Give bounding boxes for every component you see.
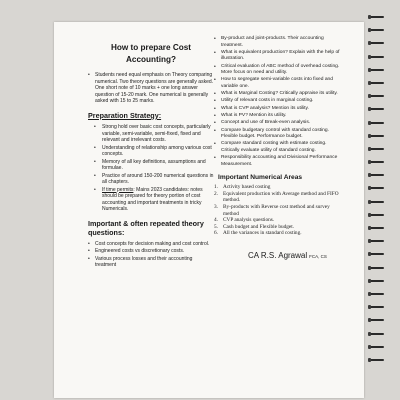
strategy-item: • Practice of around 150-200 numerical questions in all chapters. [94, 173, 214, 186]
binding-ring [366, 185, 392, 191]
theory-item: • What is equivalent production? Explain with the help of illustration. [214, 50, 344, 63]
binding-ring [366, 251, 392, 257]
strategy-item: • Understanding of relationship among various cost concepts. [94, 145, 214, 158]
binding-ring [366, 344, 392, 350]
strategy-item-permits [94, 187, 214, 213]
binding-ring [366, 80, 392, 86]
binding-ring [366, 212, 392, 218]
binding-ring [366, 172, 392, 178]
binding-ring [366, 159, 392, 165]
right-column [214, 36, 344, 260]
author-credentials: FCA, CS [309, 254, 327, 260]
theory-item: • What is Marginal Costing? Critically appraise its utility. [214, 91, 344, 98]
theory-item: • Responsibility accounting and Divisional Performance Measurement. [214, 155, 344, 168]
theory-item: • Utility of relevant costs in marginal costing. [214, 98, 344, 105]
numerical-item: 2. Equivalent production with Average method and FIFO method. [214, 190, 339, 204]
binding-ring [366, 40, 392, 46]
theory-question-list [214, 36, 344, 168]
binding-ring [366, 357, 392, 363]
intro-item: • Students need equal emphasis on Theory comparing numerical. Two theory questions are generally asked. One short note of 10 marks + one long answer question of 15-20 mark. One numerical is generally asked with 15 to 25 marks. [88, 72, 214, 105]
theory-item: • Concept and use of Break-even analysis. [214, 120, 344, 127]
binding-ring [366, 304, 392, 310]
repeated-item: • Various process losses and their accounting treatment [88, 256, 214, 269]
strategy-list [88, 124, 214, 213]
strategy-item: • Memory of all key definitions, assumptions and formulae. [94, 159, 214, 172]
intro-list [88, 72, 214, 105]
repeated-item: • Engineered costs vs discretionary costs. [88, 248, 214, 255]
binding-ring [366, 146, 392, 152]
strategy-heading: Preparation Strategy: [88, 110, 162, 120]
permits-text: : Mains 2023 candidates: notes should be prepared for theory portion of cost accounting and important treatments in tricky Numericals. [102, 186, 203, 213]
document-page [54, 22, 364, 398]
numerical-item: 5. Cash budget and Flexible budget. [214, 223, 295, 230]
repeated-heading: Important & often repeated theory questions: [88, 218, 204, 237]
theory-item: • Compare budgetary control with standard costing. Flexible budget. Performance budget. [214, 128, 344, 141]
theory-item: • How to segregate semi-variable costs into fixed and variable one. [214, 77, 344, 90]
binding-ring [366, 120, 392, 126]
numerical-item: 3. By-products with Reverse cost method and survey method [214, 204, 330, 217]
binding-ring [366, 67, 392, 73]
binding-ring [366, 93, 392, 99]
binding-ring [366, 106, 392, 112]
binding-ring [366, 225, 392, 231]
repeated-list [88, 241, 214, 269]
theory-item: • By-product and joint-products. Their accounting treatment. [214, 36, 344, 49]
author-signature [248, 251, 344, 260]
binding-ring [366, 14, 392, 20]
strategy-item: • Strong hold over basic cost concepts, particularly variable, semi-variable, semi-fixed, fixed and relevant and irrelevant costs. [94, 124, 214, 144]
repeated-item: • Cost concepts for decision making and cost control. [88, 241, 214, 248]
numerical-item: 4. CVP analysis questions. [214, 217, 275, 224]
numerical-heading: Important Numerical Areas [218, 174, 303, 182]
theory-item: • What is PV? Mention its utility. [214, 113, 344, 120]
binding-ring [366, 133, 392, 139]
numerical-item: 1. Activity based costing [214, 184, 271, 191]
permits-label: If time permits [102, 186, 134, 193]
binding-ring [366, 265, 392, 271]
numerical-item: 6. All the variances in standard costing. [214, 230, 302, 237]
binding-ring [366, 331, 392, 337]
binding-ring [366, 317, 392, 323]
binding-ring [366, 54, 392, 60]
author-name: CA R.S. Agrawal [248, 251, 308, 261]
binding-ring [366, 27, 392, 33]
theory-item: • Critical evaluation of ABC method of overhead costing. More focus on need and utility. [214, 64, 344, 77]
binding-ring [366, 238, 392, 244]
numerical-list [214, 184, 344, 237]
page-title: How to prepare Cost Accounting? [110, 43, 192, 64]
spiral-binding [366, 14, 392, 370]
binding-ring [366, 278, 392, 284]
theory-item: • What is CVP analysis? Mention its utility. [214, 106, 344, 113]
left-column [88, 42, 214, 270]
binding-ring [366, 291, 392, 297]
binding-ring [366, 199, 392, 205]
theory-item: • Compare standard costing with estimate costing. Critically evaluate utility of standard costing. [214, 141, 344, 154]
